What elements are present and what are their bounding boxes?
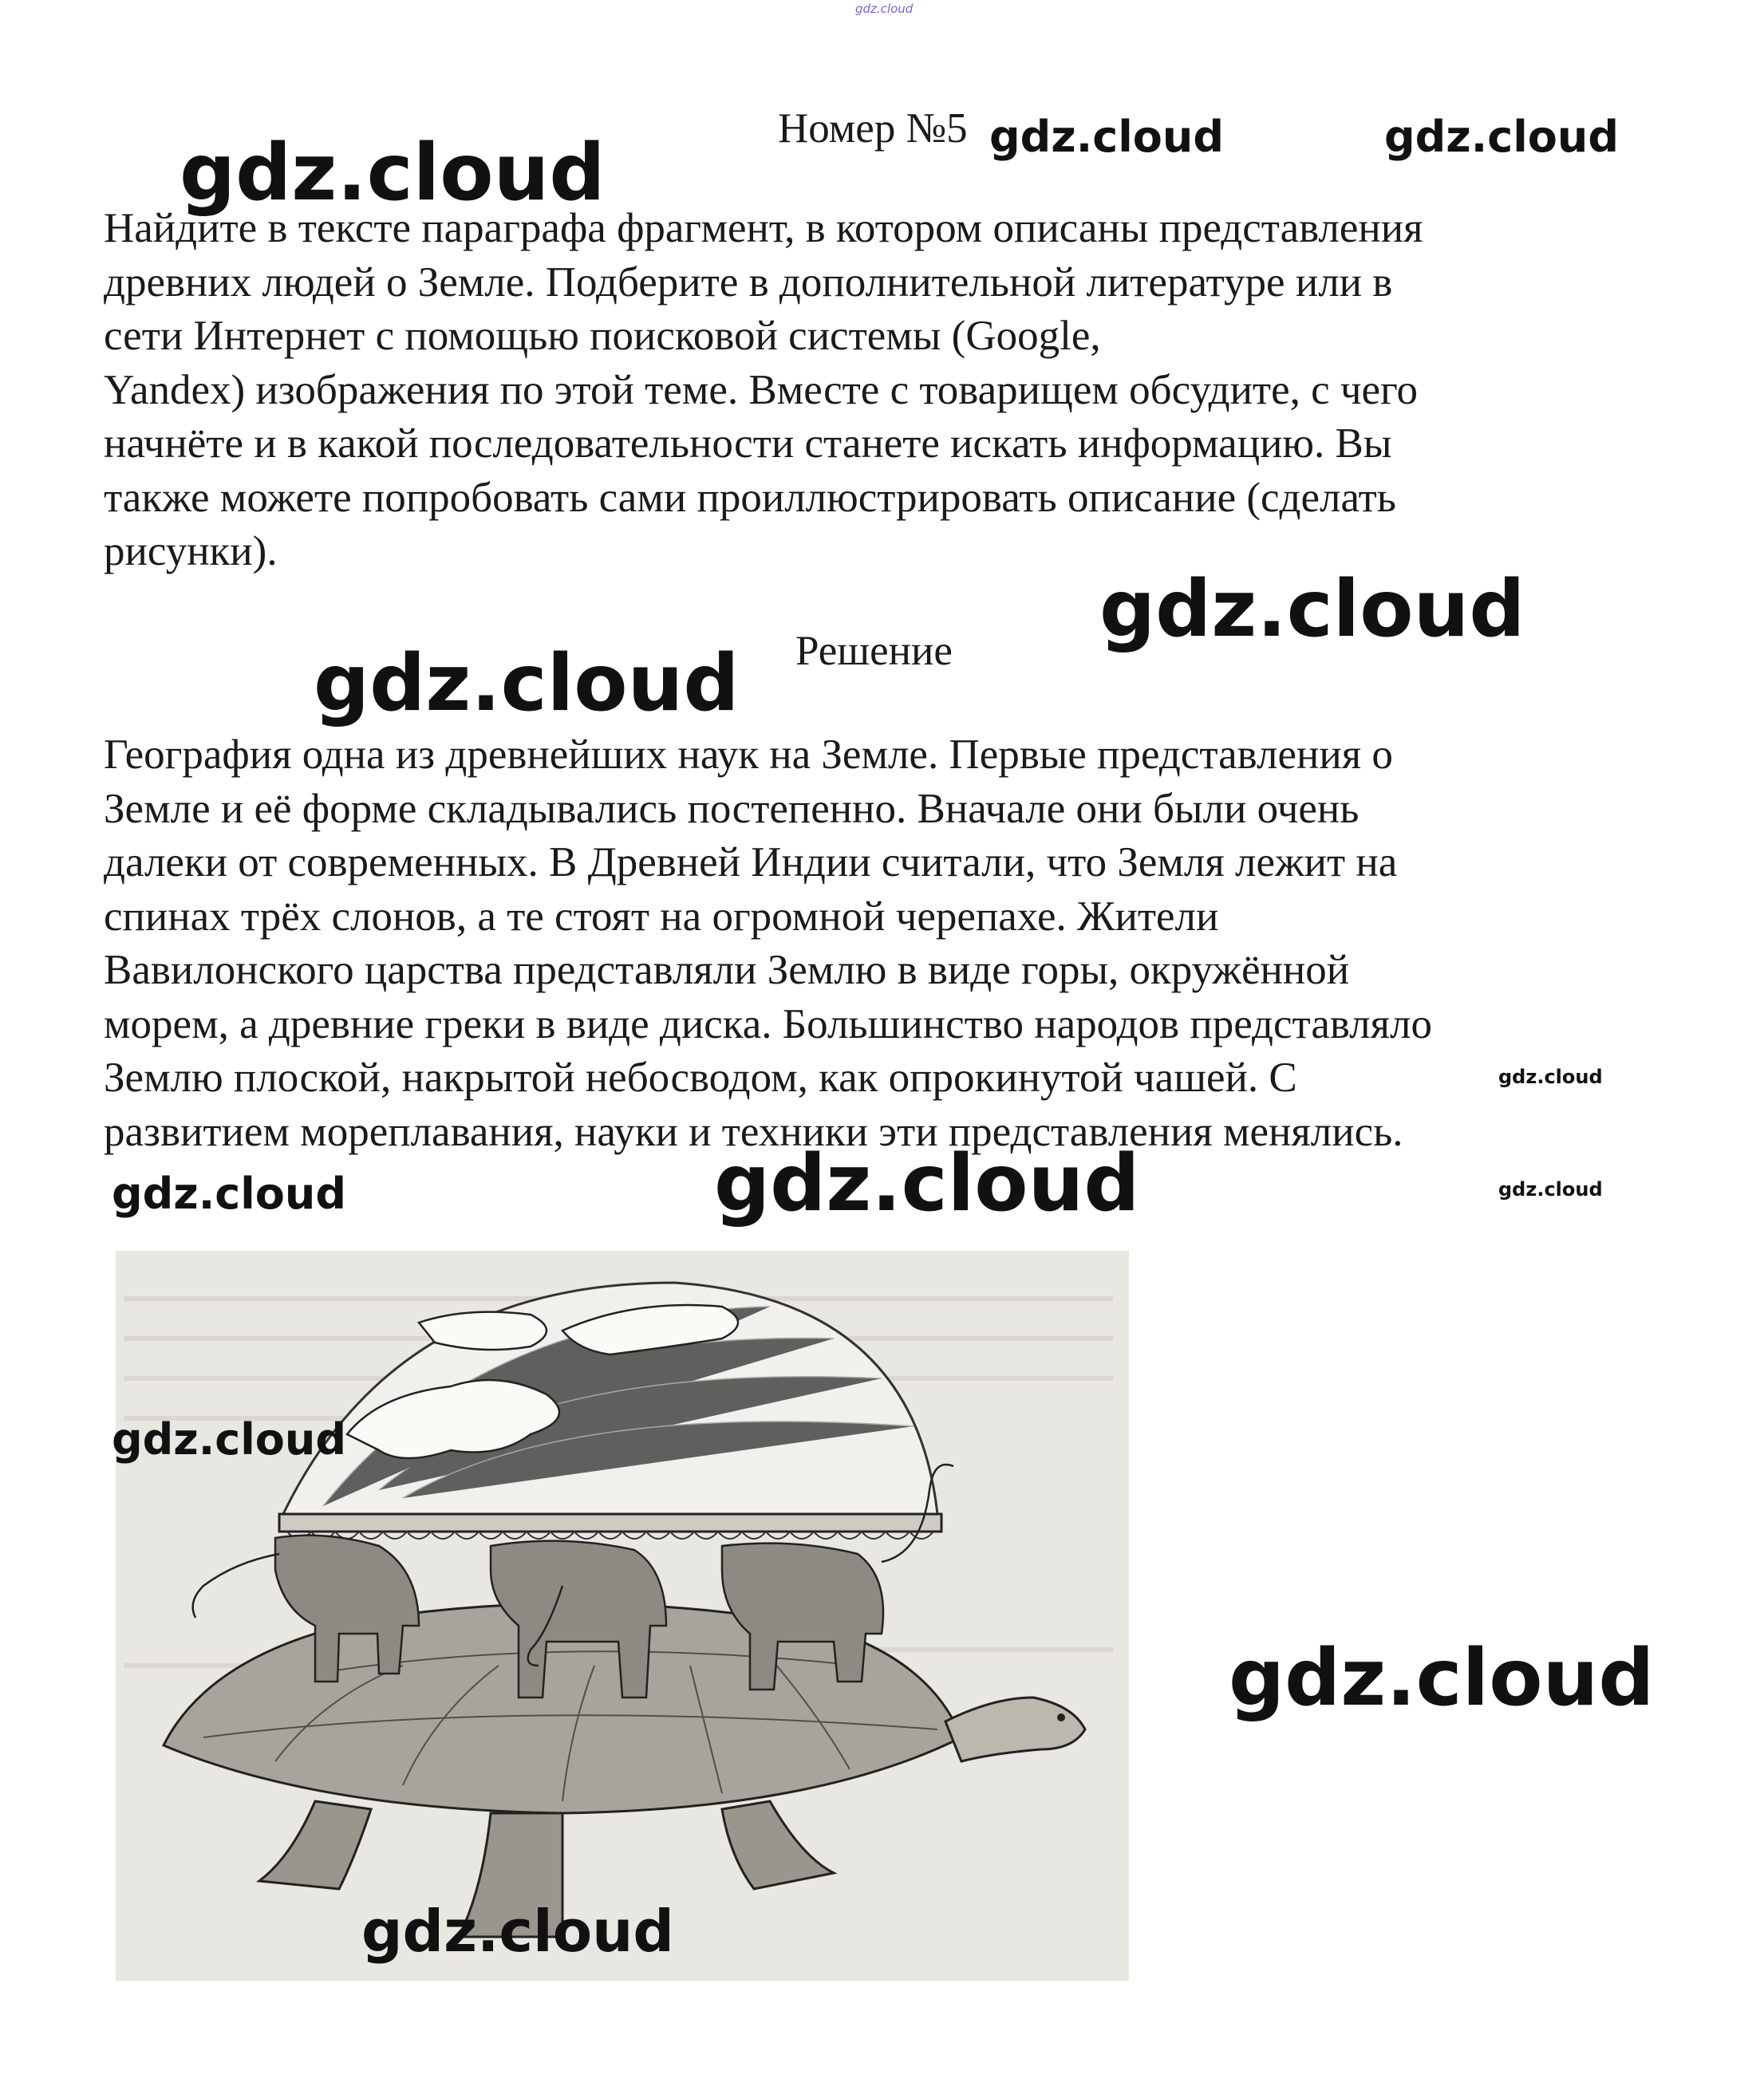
solution-line: морем, а древние греки в виде диска. Большинство народов представляло xyxy=(104,1000,1432,1047)
watermark: gdz.cloud xyxy=(1498,1178,1603,1201)
page-title: Номер №5 xyxy=(778,105,968,152)
task-line: также можете попробовать сами проиллюстрировать описание (сделать xyxy=(104,474,1396,521)
watermark: gdz.cloud xyxy=(1384,112,1619,162)
watermark: gdz.cloud xyxy=(989,112,1224,162)
solution-line: Земле и её форме складывались постепенно. Вначале они были очень xyxy=(104,785,1360,832)
task-line: Yandex) изображения по этой теме. Вместе с товарищем обсудите, с чего xyxy=(104,366,1418,413)
solution-line: далеки от современных. В Древней Индии считали, что Земля лежит на xyxy=(104,839,1398,885)
earth-on-elephants-turtle-illustration xyxy=(116,1251,1129,1981)
watermark: gdz.cloud xyxy=(314,638,740,729)
watermark: gdz.cloud xyxy=(1498,1066,1603,1088)
task-line: древних людей о Земле. Подберите в дополнительной литературе или в xyxy=(104,258,1393,306)
solution-line: Вавилонского царства представляли Землю в виде горы, окружённой xyxy=(104,947,1350,993)
solution-line: География одна из древнейших наук на Земле. Первые представления о xyxy=(104,731,1393,778)
watermark: gdz.cloud xyxy=(180,128,606,219)
solution-text xyxy=(104,728,1620,1159)
watermark: gdz.cloud xyxy=(112,1414,346,1465)
watermark: gdz.cloud xyxy=(1099,564,1525,655)
solution-line: спинах трёх слонов, а те стоят на огромной черепахе. Жители xyxy=(104,893,1219,940)
top-watermark: gdz.cloud xyxy=(855,2,914,16)
task-line: сети Интернет с помощью поисковой системы (Google, xyxy=(104,313,1101,359)
watermark: gdz.cloud xyxy=(361,1898,674,1965)
watermark: gdz.cloud xyxy=(112,1169,346,1219)
solution-heading: Решение xyxy=(795,628,953,674)
watermark: gdz.cloud xyxy=(1229,1633,1655,1724)
watermark: gdz.cloud xyxy=(714,1138,1140,1229)
solution-line: развитием мореплавания, науки и техники эти представления менялись. xyxy=(104,1108,1403,1155)
task-line: рисунки). xyxy=(104,528,278,574)
illustration-drawing xyxy=(116,1251,1129,1981)
solution-line: Землю плоской, накрытой небосводом, как опрокинутой чашей. С xyxy=(104,1055,1297,1101)
task-line: Найдите в тексте параграфа фрагмент, в котором описаны представления xyxy=(104,205,1423,251)
task-text xyxy=(104,202,1620,579)
task-line: начнёте и в какой последовательности станете искать информацию. Вы xyxy=(104,420,1392,467)
